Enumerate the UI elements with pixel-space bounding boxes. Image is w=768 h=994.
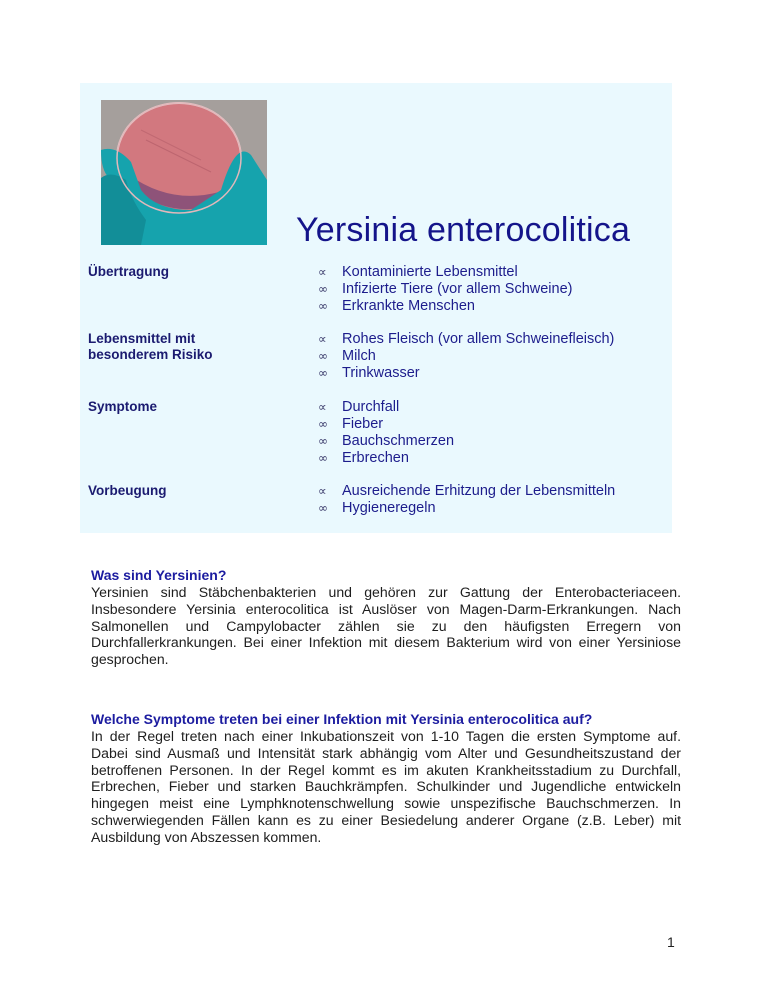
- proportional-bullet-icon: ∝: [318, 265, 327, 279]
- infinity-bullet-icon: ∞: [318, 434, 328, 448]
- section-heading: Was sind Yersinien?: [91, 567, 227, 583]
- infinity-bullet-icon: ∞: [318, 451, 328, 465]
- info-box: Yersinia enterocolitica Übertragung ∝ Kontaminierte Lebensmittel ∞ Infizierte Tiere (vor allem Schweine) ∞ Erkrankte Menschen Lebensmittel mit besonderem Risiko ∝ Rohes Fleisch (vor allem Schweinefleisch) ∞ Milch ∞ Trinkwasser Symptome ∝ Durchfall ∞ Fieber ∞ Bauchschmerzen ∞ Erbrechen Vorbeugung ∝ Ausreichende Erhitzung der Lebensmitteln ∞ Hygieneregeln: [80, 83, 672, 533]
- row-label: Lebensmittel mit besonderem Risiko: [88, 331, 213, 362]
- row-label: Symptome: [88, 399, 158, 414]
- infinity-bullet-icon: ∞: [318, 282, 328, 296]
- document-title: Yersinia enterocolitica: [296, 211, 631, 249]
- section-heading: Welche Symptome treten bei einer Infektion mit Yersinia enterocolitica auf?: [91, 711, 593, 727]
- section-body: In der Regel treten nach einer Inkubationszeit von 1-10 Tagen die ersten Symptome auf. Dabei sind Ausmaß und Intensität stark abhängig vom Alter und Gesundheitszustand der betroffenen Personen. In der Regel kommt es im akuten Krankheitsstadium zu Durchfall, Erbrechen, Fieber und starken Bauchkrämpfen. Schulkinder und Jugendliche entwickeln hingegen meist eine Lymphknotenschwellung sowie unspezifische Bauchschmerzen. In schwerwiegenden Fällen kann es zu einer Besiedelung anderer Organe (z.B. Leber) mit Ausbildung von Abszessen kommen.: [91, 728, 681, 845]
- infinity-bullet-icon: ∞: [318, 501, 328, 515]
- row-label: Übertragung: [88, 264, 169, 279]
- infinity-bullet-icon: ∞: [318, 349, 328, 363]
- section-body: Yersinien sind Stäbchenbakterien und gehören zur Gattung der Enterobacteriaceen. Insbesondere Yersinia enterocolitica ist Auslöser von Magen-Darm-Erkrankungen. Nach Salmonellen und Campylobacter zählen sie zu den häufigsten Erregern von Durchfallerkrankungen. Bei einer Infektion mit diesem Bakterium wird von einer Yersiniose gesprochen.: [91, 584, 681, 668]
- proportional-bullet-icon: ∝: [318, 484, 327, 498]
- petri-dish-photo: [101, 100, 267, 245]
- infinity-bullet-icon: ∞: [318, 299, 328, 313]
- proportional-bullet-icon: ∝: [318, 400, 327, 414]
- row-label: Vorbeugung: [88, 483, 167, 498]
- infinity-bullet-icon: ∞: [318, 417, 328, 431]
- page-number: 1: [667, 934, 675, 950]
- section-what-are-yersinia: [91, 567, 681, 668]
- proportional-bullet-icon: ∝: [318, 332, 327, 346]
- section-symptoms: [91, 711, 681, 846]
- infinity-bullet-icon: ∞: [318, 366, 328, 380]
